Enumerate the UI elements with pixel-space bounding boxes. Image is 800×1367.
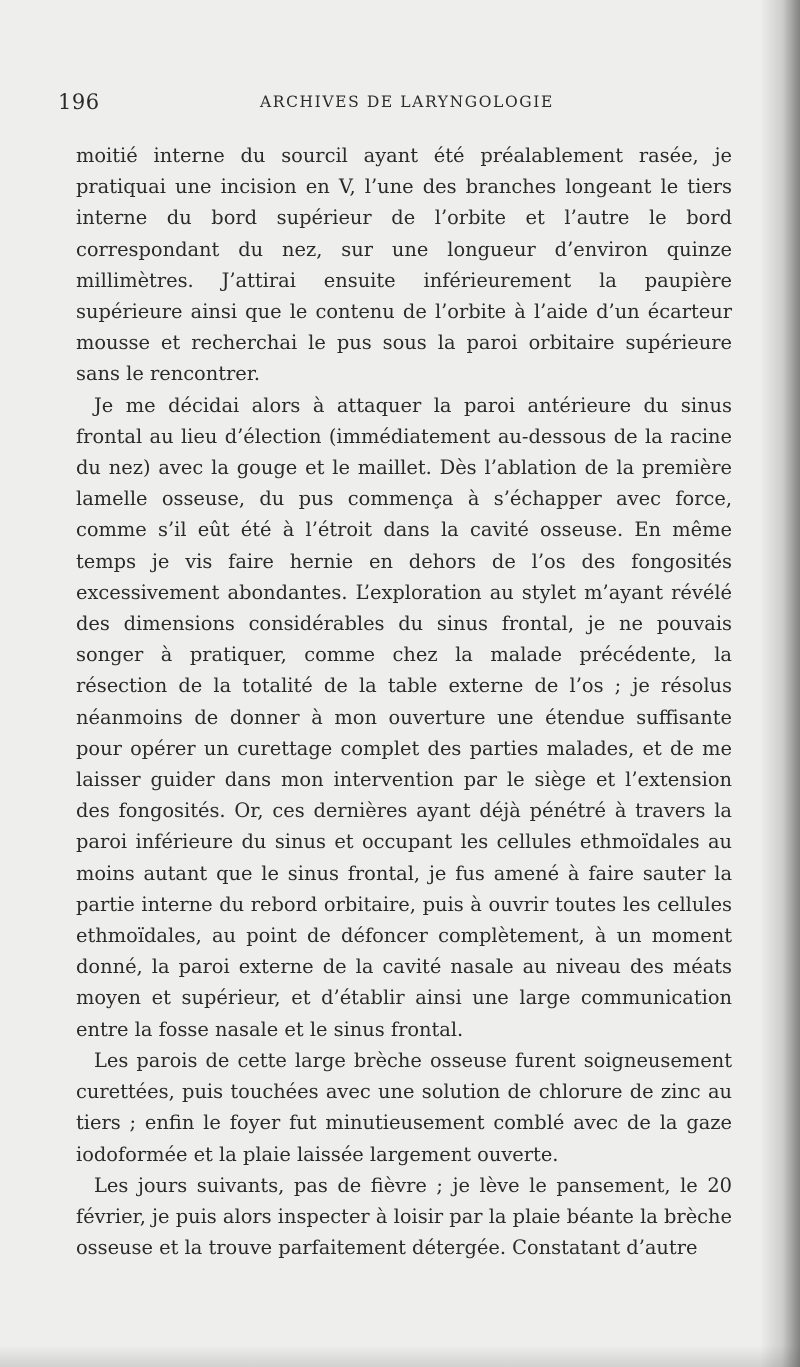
page-header	[58, 90, 748, 118]
paragraph-4: Les jours suivants, pas de fièvre ; je lève le pansement, le 20 février, je puis alors inspecter à loisir par la plaie béante la brèche osseuse et la trouve parfaitement détergée. Constatant d’autre	[76, 1173, 732, 1260]
running-title: ARCHIVES DE LARYNGOLOGIE	[260, 93, 554, 111]
page-bottom-shadow	[0, 1345, 800, 1367]
paragraph-2: Je me décidai alors à attaquer la paroi antérieure du sinus frontal au lieu d’élection (immédiatement au-dessous de la racine du nez) avec la gouge et le maillet. Dès l’ablation de la première lamelle osseuse, du pus commença à s’échapper avec force, comme s’il eût été à l’étroit dans la cavité osseuse. En même temps je vis faire hernie en dehors de l’os des fongosités excessivement abondantes. L’exploration au stylet m’ayant révélé des dimensions considérables du sinus frontal, je ne pouvais songer à pratiquer, comme chez la malade précédente, la résection de la totalité de la table externe de l’os ; je résolus néanmoins de donner à mon ouverture une étendue suffisante pour opérer un curettage complet des parties malades, et de me laisser guider dans mon intervention par le siège et l’extension des fongosités. Or, ces dernières ayant déjà pénétré à travers la paroi inférieure du sinus et occupant les cellules ethmoïdales au moins autant que le sinus frontal, je fus amené à faire sauter la partie interne du rebord orbitaire, puis à ouvrir toutes les cellules ethmoïdales, au point de défoncer complètement, à un moment donné, la paroi externe de la cavité nasale au niveau des méats moyen et supérieur, et d’établir ainsi une large communication entre la fosse nasale et le sinus frontal.	[76, 393, 732, 1041]
paragraph-1: moitié interne du sourcil ayant été préalablement rasée, je pratiquai une incision en V, l’une des branches longeant le tiers interne du bord supérieur de l’orbite et l’autre le bord correspondant du nez, sur une longueur d’environ quinze millimètres. J’attirai ensuite inférieurement la paupière supérieure ainsi que le contenu de l’orbite à l’aide d’un écarteur mousse et recherchai le pus sous la paroi orbitaire supérieure sans le rencontrer.	[76, 144, 732, 386]
page-number: 196	[58, 90, 100, 114]
paragraph-3: Les parois de cette large brèche osseuse furent soigneusement curettées, puis touchées avec une solution de chlorure de zinc au tiers ; enfin le foyer fut minutieusement comblé avec de la gaze iodoformée et la plaie laissée largement ouverte.	[76, 1048, 732, 1166]
body-text	[76, 140, 732, 1263]
page-edge-shadow	[760, 0, 800, 1367]
